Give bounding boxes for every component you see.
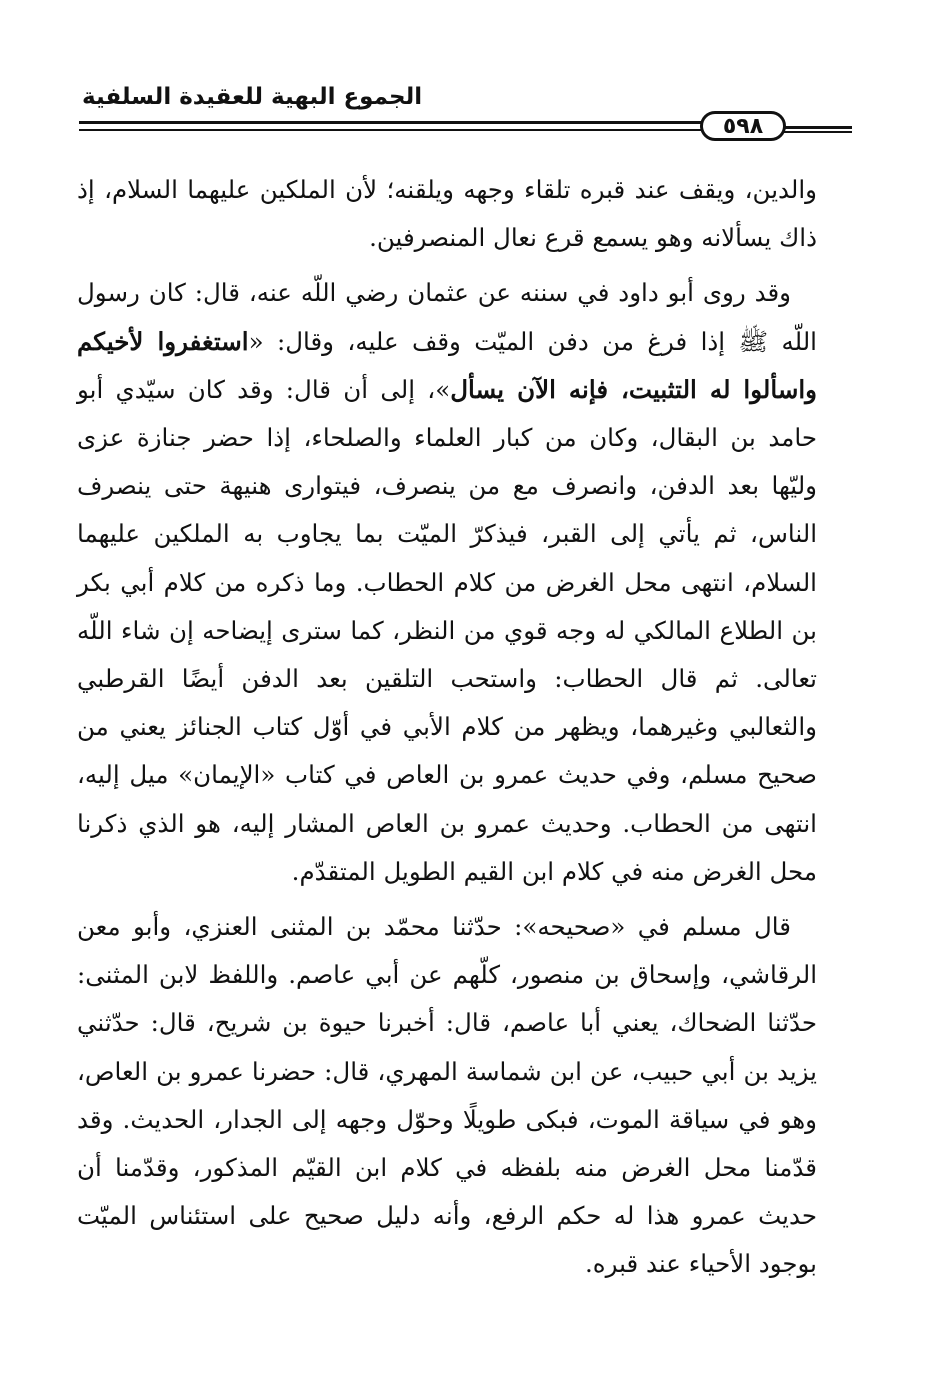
paragraph-text: »، إلى أن قال: وقد كان سيّدي أبو حامد بن البقال، وكان من كبار العلماء والصلحاء، إذا حضر جنازة عزى وليّها بعد الدفن، وانصرف مع من ينصرف، فيتوارى هنيهة حتى ينصرف الناس، ثم يأتي إلى القبر، فيذكرّ الميّت بما يجاوب به الملكين عليهما السلام، انتهى محل الغرض من كلام الحطاب. وما ذكره من كلام أبي بكر بن الطلاع المالكي له وجه قوي من النظر، كما سترى إيضاحه إن شاء اللّه تعالى. ثم قال الحطاب: واستحب التلقين بعد الدفن أيضًا القرطبي والثعالبي وغيرهما، ويظهر من كلام الأبي في أوّل كتاب الجنائز يعني من صحيح مسلم، وفي حديث عمرو بن العاص في كتاب «الإيمان» ميل إليه، انتهى من الحطاب. وحديث عمرو بن العاص المشار إليه، هو الذي ذكرنا محل الغرض منه في كلام ابن القيم الطويل المتقدّم.: [77, 374, 817, 886]
body-text: [77, 166, 817, 1296]
page-number: ٥٩٨: [700, 111, 786, 141]
paragraph: والدين، ويقف عند قبره تلقاء وجهه ويلقنه؛ لأن الملكين عليهما السلام، إذ ذاك يسألانه وهو يسمع قرع نعال المنصرفين.: [77, 175, 817, 253]
hadith-quote: استغفروا لأخيكم واسألوا له التثبيت، فإنه الآن يسأل: [77, 326, 817, 404]
header-rule-thin: [79, 129, 719, 131]
paragraph: [77, 269, 817, 896]
header-rule-right-thin: [780, 131, 852, 133]
header-rule-right: [780, 126, 852, 129]
paragraph: قال مسلم في «صحيحه»: حدّثنا محمّد بن المثنى العنزي، وأبو معن الرقاشي، وإسحاق بن منصور، كلّهم عن أبي عاصم. واللفظ لابن المثنى: حدّثنا الضحاك، يعني أبا عاصم، قال: أخبرنا حيوة بن شريح، قال: حدّثني يزيد بن أبي حبيب، عن ابن شماسة المهري، قال: حضرنا عمرو بن العاص، وهو في سياقة الموت، فبكى طويلًا وحوّل وجهه إلى الجدار، الحديث. وقد قدّمنا محل الغرض منه بلفظه في كلام ابن القيّم المذكور، وقدّمنا أن حديث عمرو هذا له حكم الرفع، وأنه دليل صحيح على استئناس الميّت بوجود الأحياء عند قبره.: [77, 912, 817, 1279]
paragraph-text: وقد روى أبو داود في سننه عن عثمان رضي اللّه عنه، قال: كان رسول اللّه ﷺ إذا فرغ من دفن الميّت وقف عليه، وقال: «: [77, 278, 817, 356]
running-title: الجموع البهية للعقيدة السلفية: [82, 84, 423, 110]
header-rule: [79, 121, 709, 124]
